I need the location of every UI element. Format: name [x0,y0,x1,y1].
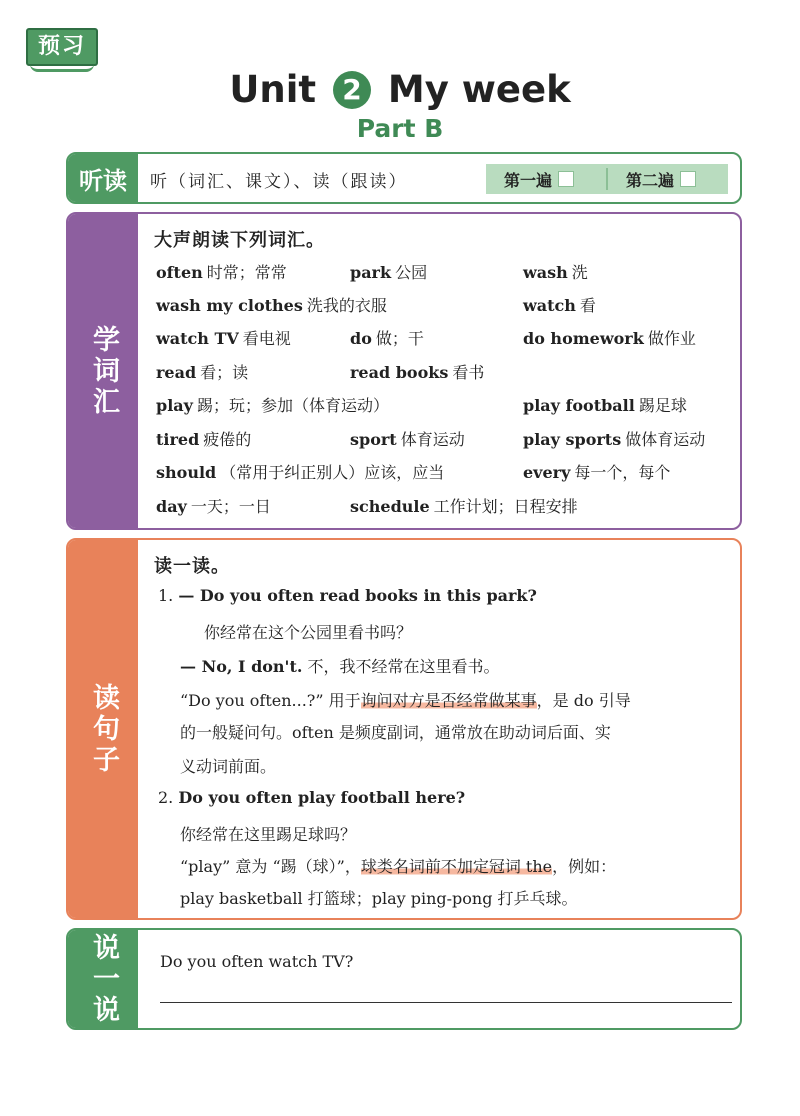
speak-question: Do you often watch TV? [160,952,354,971]
read-sentences-section [66,538,742,920]
title-suffix: My week [387,68,571,111]
vocab-item: do 做；干 [350,329,424,348]
vocab-item: do homework 做作业 [523,329,696,348]
listen-instruction: 听（词汇、课文）、读（跟读） [150,172,408,192]
note-2-line-2: play basketball 打篮球；play ping-pong 打乒乓球。 [180,889,578,908]
vocab-item: play 踢；玩；参加（体育运动） [156,396,389,415]
sentence-1-answer: — No, I don't. 不，我不经常在这里看书。 [180,657,500,676]
vocab-item: wash 洗 [523,263,588,282]
badge-label: 预习 [37,34,86,59]
vocab-item: every 每一个，每个 [523,463,671,482]
vocab-item: play sports 做体育运动 [523,430,706,449]
vocab-item: play football 踢足球 [523,396,687,415]
title-prefix: Unit [229,68,317,111]
page-title [0,68,800,111]
vocab-item: read 看；读 [156,363,249,382]
vocab-item: read books 看书 [350,363,485,382]
vocab-item: watch 看 [523,296,596,315]
speak-tab: 说一说 [68,930,138,1028]
unit-number-badge: 2 [333,71,371,109]
answer-line[interactable] [160,1002,732,1003]
speak-section [66,928,742,1030]
highlight: 球类名词前不加定冠词 the [360,857,553,876]
vocab-item: sport 体育运动 [350,430,465,449]
vocab-item: tired 疲倦的 [156,430,252,449]
page-subtitle: Part B [356,114,444,143]
sentence-2-question: 2. Do you often play football here? [158,788,466,807]
note-2-line-1: “play” 意为 “踢（球）”，球类名词前不加定冠词 the，例如： [180,857,617,876]
listen-section [66,152,742,204]
highlight: 询问对方是否经常做某事 [360,691,537,710]
vocab-item: often 时常；常常 [156,263,287,282]
listen-tab: 听读 [68,154,138,202]
vocab-heading: 大声朗读下列词汇。 [154,230,325,251]
second-pass [608,168,728,191]
first-pass [486,168,606,191]
vocab-item: park 公园 [350,263,428,282]
second-pass-checkbox[interactable] [680,171,696,187]
vocab-item: should （常用于纠正别人）应该，应当 [156,463,445,482]
vocab-item: schedule 工作计划；日程安排 [350,497,578,516]
note-1-line-2: 的一般疑问句。often 是频度副词，通常放在助动词后面、实 [180,723,611,742]
read-heading: 读一读。 [154,556,230,577]
vocab-item: wash my clothes 洗我的衣服 [156,296,387,315]
note-1-line-3: 义动词前面。 [180,757,277,776]
second-pass-label: 第二遍 [626,170,675,190]
read-tab: 读句子 [68,540,138,918]
vocab-item: day 一天；一日 [156,497,271,516]
first-pass-label: 第一遍 [504,170,553,190]
vocab-section [66,212,742,530]
vocab-tab: 学词汇 [68,214,138,528]
sentence-2-question-translation: 你经常在这里踢足球吗？ [180,825,357,844]
sentence-1-question-translation: 你经常在这个公园里看书吗？ [204,623,413,642]
preview-badge [26,28,98,72]
pass-checkboxes [486,164,728,194]
note-1-line-1: “Do you often...?” 用于询问对方是否经常做某事，是 do 引导 [180,691,631,710]
vocab-item: watch TV 看电视 [156,329,291,348]
sentence-1-question: 1. — Do you often read books in this park? [158,586,537,605]
first-pass-checkbox[interactable] [558,171,574,187]
